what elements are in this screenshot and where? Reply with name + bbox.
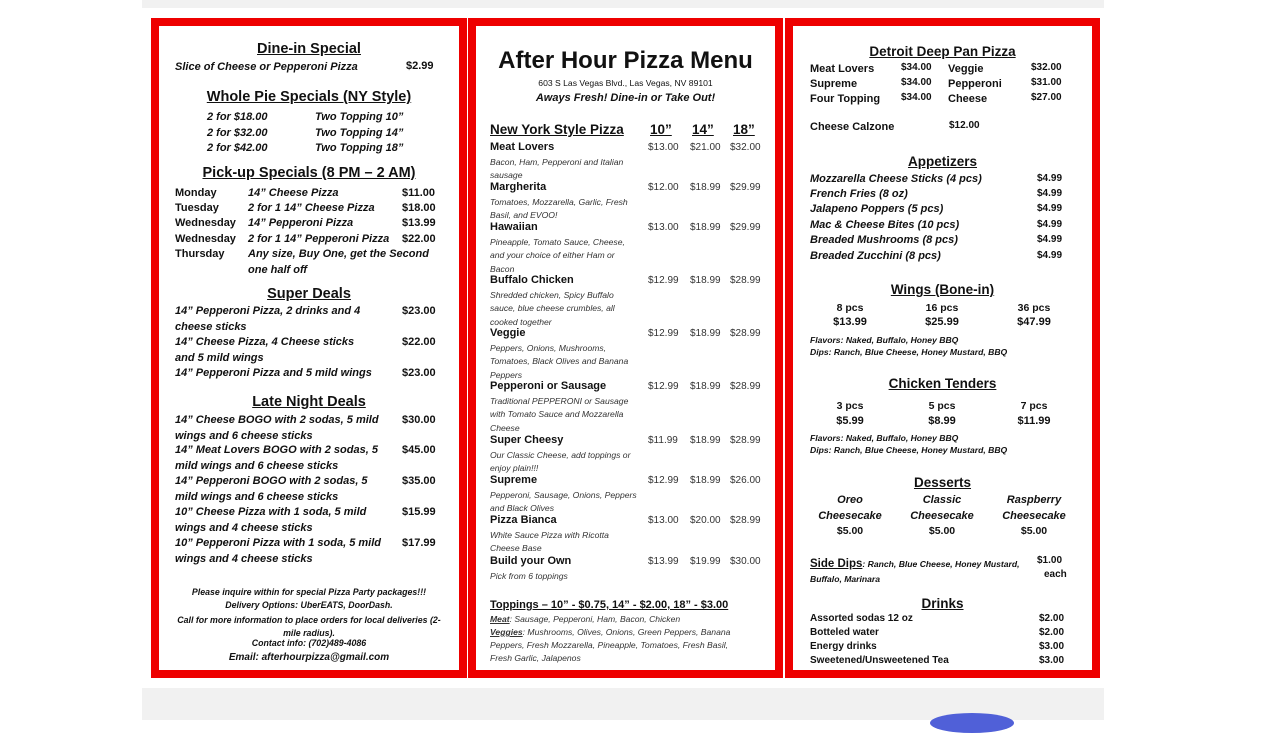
pickup-item: 14” Pepperoni Pizza <box>248 217 354 229</box>
appetizer-price: $4.99 <box>1037 188 1063 199</box>
late-deal-price: $45.00 <box>402 444 436 456</box>
pizza-price-18: $29.99 <box>730 222 761 233</box>
pizza-price-14: $18.99 <box>690 182 721 193</box>
footer-line: Contact info: (702)489-4086 <box>251 638 367 648</box>
pizza-price-10: $13.99 <box>648 556 679 567</box>
whole-pie-desc: Two Topping 18” <box>315 142 404 154</box>
pizza-price-14: $18.99 <box>690 475 721 486</box>
appetizer-name: Breaded Zucchini (8 pcs) <box>810 250 941 262</box>
size-10: 10” <box>650 122 672 137</box>
late-night-title: Late Night Deals <box>252 394 366 410</box>
pizza-price-10: $12.99 <box>648 381 679 392</box>
dine-in-title: Dine-in Special <box>257 41 361 57</box>
pizza-name: Pizza Bianca <box>490 514 557 526</box>
drink-name: Energy drinks <box>810 641 877 652</box>
pizza-name: Pepperoni or Sausage <box>490 380 607 392</box>
pizza-name: Veggie <box>490 327 526 339</box>
dessert-name: Raspberry <box>1006 494 1062 506</box>
tagline: Aways Fresh! Dine-in or Take Out! <box>535 92 716 104</box>
pizza-price-18: $28.99 <box>730 328 761 339</box>
pickup-day: Tuesday <box>175 202 219 214</box>
pizza-price-10: $13.00 <box>648 222 679 233</box>
pizza-name: Buffalo Chicken <box>490 274 574 286</box>
whole-pie-desc: Two Topping 10” <box>315 111 404 123</box>
pickup-item: 14” Cheese Pizza <box>248 187 339 199</box>
side-dips <box>810 556 1028 586</box>
pickup-price: $11.00 <box>402 187 436 199</box>
top-bar <box>142 0 1104 8</box>
dessert-type: Cheesecake <box>818 510 882 522</box>
whole-pie-price: 2 for $42.00 <box>207 142 268 154</box>
appetizers-title: Appetizers <box>907 154 978 169</box>
super-deal-price: $22.00 <box>402 336 436 348</box>
side-dips-each: each <box>1044 569 1067 580</box>
late-deal-price: $17.99 <box>402 537 436 549</box>
pickup-day: Monday <box>175 187 217 199</box>
dessert-name: Oreo <box>837 494 863 506</box>
pizza-desc: Pick from 6 toppings <box>490 571 568 581</box>
drink-name: Assorted sodas 12 oz <box>810 613 913 624</box>
wings-price: $47.99 <box>1017 316 1051 328</box>
pizza-price-10: $12.99 <box>648 328 679 339</box>
pizza-price-14: $20.00 <box>690 515 721 526</box>
pizza-name: Build your Own <box>490 555 572 567</box>
pizza-price-18: $28.99 <box>730 275 761 286</box>
detroit-name: Cheese <box>948 93 988 105</box>
detroit-price: $34.00 <box>901 77 932 88</box>
pizza-price-14: $18.99 <box>690 328 721 339</box>
pickup-day: Wednesday <box>175 217 236 229</box>
wings-qty: 8 pcs <box>836 302 864 314</box>
toppings-veggies <box>490 626 752 665</box>
detroit-price: $34.00 <box>901 62 932 73</box>
pizza-desc: Pineapple, Tomato Sauce, Cheese, and your choice of either Ham or Bacon <box>490 237 625 274</box>
sides-panel <box>785 18 1100 678</box>
pickup-day: Wednesday <box>175 233 236 245</box>
dessert-type: Cheesecake <box>910 510 974 522</box>
late-deal-item: 10” Cheese Pizza with 1 soda, 5 mild wings and 4 cheese sticks <box>175 506 367 534</box>
appetizer-price: $4.99 <box>1037 250 1063 261</box>
pickup-price: $18.00 <box>402 202 436 214</box>
dessert-price: $5.00 <box>836 525 864 537</box>
super-deal-price: $23.00 <box>402 305 436 317</box>
dine-in-price: $2.99 <box>406 60 434 72</box>
drinks-title: Drinks <box>921 596 964 611</box>
whole-pie-price: 2 for $18.00 <box>207 111 268 123</box>
pickup-title: Pick-up Specials (8 PM – 2 AM) <box>202 165 416 181</box>
super-deal-price: $23.00 <box>402 367 436 379</box>
pizza-price-10: $12.99 <box>648 475 679 486</box>
detroit-price: $31.00 <box>1031 77 1062 88</box>
pizza-menu-panel <box>468 18 783 678</box>
wings-title: Wings (Bone-in) <box>890 282 995 297</box>
dessert-price: $5.00 <box>1020 525 1048 537</box>
wings-flavors: Flavors: Naked, Buffalo, Honey BBQ <box>810 335 959 345</box>
detroit-title: Detroit Deep Pan Pizza <box>869 44 1016 59</box>
pizza-price-18: $26.00 <box>730 475 761 486</box>
late-deal-price: $35.00 <box>402 475 436 487</box>
late-deal-price: $30.00 <box>402 414 436 426</box>
pizza-price-14: $18.99 <box>690 222 721 233</box>
pizza-price-10: $12.99 <box>648 275 679 286</box>
veggies-label: Veggies <box>490 627 523 637</box>
meat-label: Meat <box>490 614 510 624</box>
tenders-qty: 3 pcs <box>836 400 864 412</box>
tenders-qty: 5 pcs <box>928 400 956 412</box>
detroit-name: Meat Lovers <box>810 63 875 75</box>
dessert-type: Cheesecake <box>1002 510 1066 522</box>
tenders-price: $8.99 <box>928 415 956 427</box>
pizza-price-18: $29.99 <box>730 182 761 193</box>
pickup-day: Thursday <box>175 248 225 260</box>
late-deal-item: 14” Pepperoni BOGO with 2 sodas, 5 mild wings and 6 cheese sticks <box>175 475 368 503</box>
toppings-title: Toppings – 10” - $0.75, 14” - $2.00, 18” - $3.00 <box>490 599 729 611</box>
pickup-price: $22.00 <box>402 233 436 245</box>
wings-dips: Dips: Ranch, Blue Cheese, Honey Mustard, BBQ <box>810 347 1008 357</box>
side-dips-label: Side Dips <box>810 558 863 570</box>
pizza-desc: Peppers, Onions, Mushrooms, Tomatoes, Black Olives and Banana Peppers <box>490 343 629 380</box>
drink-price: $2.00 <box>1039 627 1065 638</box>
whole-pie-price: 2 for $32.00 <box>207 127 268 139</box>
appetizer-price: $4.99 <box>1037 219 1063 230</box>
pizza-price-14: $18.99 <box>690 275 721 286</box>
specials-panel <box>151 18 467 678</box>
drink-price: $2.00 <box>1039 613 1065 624</box>
size-14: 14” <box>692 122 714 137</box>
calzone-price: $12.00 <box>949 120 980 131</box>
detroit-name: Veggie <box>948 63 984 75</box>
pizza-price-18: $28.99 <box>730 515 761 526</box>
appetizer-name: Mozzarella Cheese Sticks (4 pcs) <box>810 173 982 185</box>
late-deal-price: $15.99 <box>402 506 436 518</box>
pizza-name: Supreme <box>490 474 538 486</box>
super-deals-title: Super Deals <box>267 286 351 302</box>
footer-line: Email: afterhourpizza@gmail.com <box>228 652 390 663</box>
super-deal-item: 14” Pepperoni Pizza and 5 mild wings <box>175 367 372 379</box>
dine-in-item: Slice of Cheese or Pepperoni Pizza <box>175 61 358 73</box>
pizza-desc: Traditional PEPPERONI or Sausage with Tomato Sauce and Mozzarella Cheese <box>490 396 629 433</box>
whole-pie-title: Whole Pie Specials (NY Style) <box>206 89 412 105</box>
pizza-price-18: $30.00 <box>730 556 761 567</box>
pizza-desc: Pepperoni, Sausage, Onions, Peppers and Black Olives <box>490 490 637 514</box>
appetizer-name: Jalapeno Poppers (5 pcs) <box>810 203 944 215</box>
wings-qty: 16 pcs <box>925 302 959 314</box>
appetizer-price: $4.99 <box>1037 173 1063 184</box>
late-deal-item: 14” Cheese BOGO with 2 sodas, 5 mild wings and 6 cheese sticks <box>175 414 379 442</box>
size-18: 18” <box>733 122 755 137</box>
dessert-price: $5.00 <box>928 525 956 537</box>
detroit-name: Supreme <box>810 78 858 90</box>
wings-price: $25.99 <box>925 316 959 328</box>
detroit-price: $27.00 <box>1031 92 1062 103</box>
menu-title: After Hour Pizza Menu <box>498 47 753 74</box>
footer-line: Call for more information to place orders for local deliveries (2-mile radius). <box>177 615 441 638</box>
pickup-item: Any size, Buy One, get the Second one half off <box>248 248 429 276</box>
drink-name: Botteled water <box>810 627 879 638</box>
tenders-price: $11.99 <box>1017 415 1051 427</box>
pizza-price-10: $13.00 <box>648 515 679 526</box>
pickup-item: 2 for 1 14” Cheese Pizza <box>248 202 375 214</box>
footer-line: Please inquire within for special Pizza Party packages!!! <box>191 587 427 597</box>
detroit-price: $34.00 <box>901 92 932 103</box>
detroit-price: $32.00 <box>1031 62 1062 73</box>
dessert-name: Classic <box>922 494 962 506</box>
footer-line: Delivery Options: UberEATS, DoorDash. <box>225 600 393 610</box>
pizza-price-14: $21.00 <box>690 142 721 153</box>
pizza-price-14: $19.99 <box>690 556 721 567</box>
drink-name: Sweetened/Unsweetened Tea <box>810 655 949 666</box>
pickup-item: 2 for 1 14” Pepperoni Pizza <box>248 233 390 245</box>
toppings-meat <box>490 613 752 626</box>
pizza-name: Meat Lovers <box>490 141 555 153</box>
tenders-qty: 7 pcs <box>1020 400 1048 412</box>
super-deal-item: 14” Pepperoni Pizza, 2 drinks and 4 cheese sticks <box>175 305 361 333</box>
tenders-flavors: Flavors: Naked, Buffalo, Honey BBQ <box>810 433 959 443</box>
pizza-price-18: $32.00 <box>730 142 761 153</box>
appetizer-name: Mac & Cheese Bites (10 pcs) <box>810 219 960 231</box>
drink-price: $3.00 <box>1039 655 1065 666</box>
pizza-price-10: $13.00 <box>648 142 679 153</box>
detroit-name: Pepperoni <box>948 78 1002 90</box>
pizza-price-10: $11.99 <box>648 435 678 446</box>
appetizer-price: $4.99 <box>1037 203 1063 214</box>
pizza-desc: White Sauce Pizza with Ricotta Cheese Base <box>490 530 609 554</box>
tenders-price: $5.99 <box>836 415 864 427</box>
whole-pie-desc: Two Topping 14” <box>315 127 404 139</box>
pickup-price: $13.99 <box>402 217 436 229</box>
side-dips-text: : Ranch, Blue Cheese, Honey Mustard, Buffalo, Marinara <box>810 559 1020 584</box>
pizza-name: Super Cheesy <box>490 434 564 446</box>
pizza-price-18: $28.99 <box>730 435 761 446</box>
floating-button[interactable] <box>930 713 1014 733</box>
detroit-name: Four Topping <box>810 93 881 105</box>
desserts-title: Desserts <box>913 475 972 490</box>
ny-style-title: New York Style Pizza <box>490 122 624 137</box>
drink-price: $3.00 <box>1039 641 1065 652</box>
pizza-price-18: $28.99 <box>730 381 761 392</box>
late-deal-item: 10” Pepperoni Pizza with 1 soda, 5 mild wings and 4 cheese sticks <box>175 537 381 565</box>
wings-qty: 36 pcs <box>1017 302 1051 314</box>
address: 603 S Las Vegas Blvd., Las Vegas, NV 89101 <box>538 78 713 88</box>
veggies-text: : Mushrooms, Olives, Onions, Green Peppers, Banana Peppers, Fresh Mozzarella, Pineapple, Tomatoes, Fresh Basil, Fresh Garlic, Jalapenos <box>490 627 731 663</box>
pizza-price-14: $18.99 <box>690 381 721 392</box>
calzone-name: Cheese Calzone <box>810 121 895 133</box>
pizza-desc: Our Classic Cheese, add toppings or enjoy plain!!! <box>490 450 631 474</box>
pizza-desc: Shredded chicken, Spicy Buffalo sauce, blue cheese crumbles, all cooked together <box>490 290 615 327</box>
pizza-desc: Tomatoes, Mozzarella, Garlic, Fresh Basil, and EVOO! <box>490 197 628 221</box>
super-deal-item: 14” Cheese Pizza, 4 Cheese sticks and 5 mild wings <box>175 336 355 364</box>
pizza-name: Hawaiian <box>490 221 538 233</box>
tenders-title: Chicken Tenders <box>888 376 997 391</box>
pizza-desc: Bacon, Ham, Pepperoni and Italian sausage <box>490 157 624 181</box>
appetizer-name: French Fries (8 oz) <box>810 188 908 200</box>
side-dips-price: $1.00 <box>1037 555 1063 566</box>
late-deal-item: 14” Meat Lovers BOGO with 2 sodas, 5 mild wings and 6 cheese sticks <box>175 444 378 472</box>
meat-text: : Sausage, Pepperoni, Ham, Bacon, Chicken <box>509 614 681 624</box>
pizza-price-14: $18.99 <box>690 435 721 446</box>
wings-price: $13.99 <box>833 316 867 328</box>
pizza-price-10: $12.00 <box>648 182 679 193</box>
appetizer-name: Breaded Mushrooms (8 pcs) <box>810 234 958 246</box>
appetizer-price: $4.99 <box>1037 234 1063 245</box>
tenders-dips: Dips: Ranch, Blue Cheese, Honey Mustard, BBQ <box>810 445 1008 455</box>
pizza-name: Margherita <box>490 181 547 193</box>
